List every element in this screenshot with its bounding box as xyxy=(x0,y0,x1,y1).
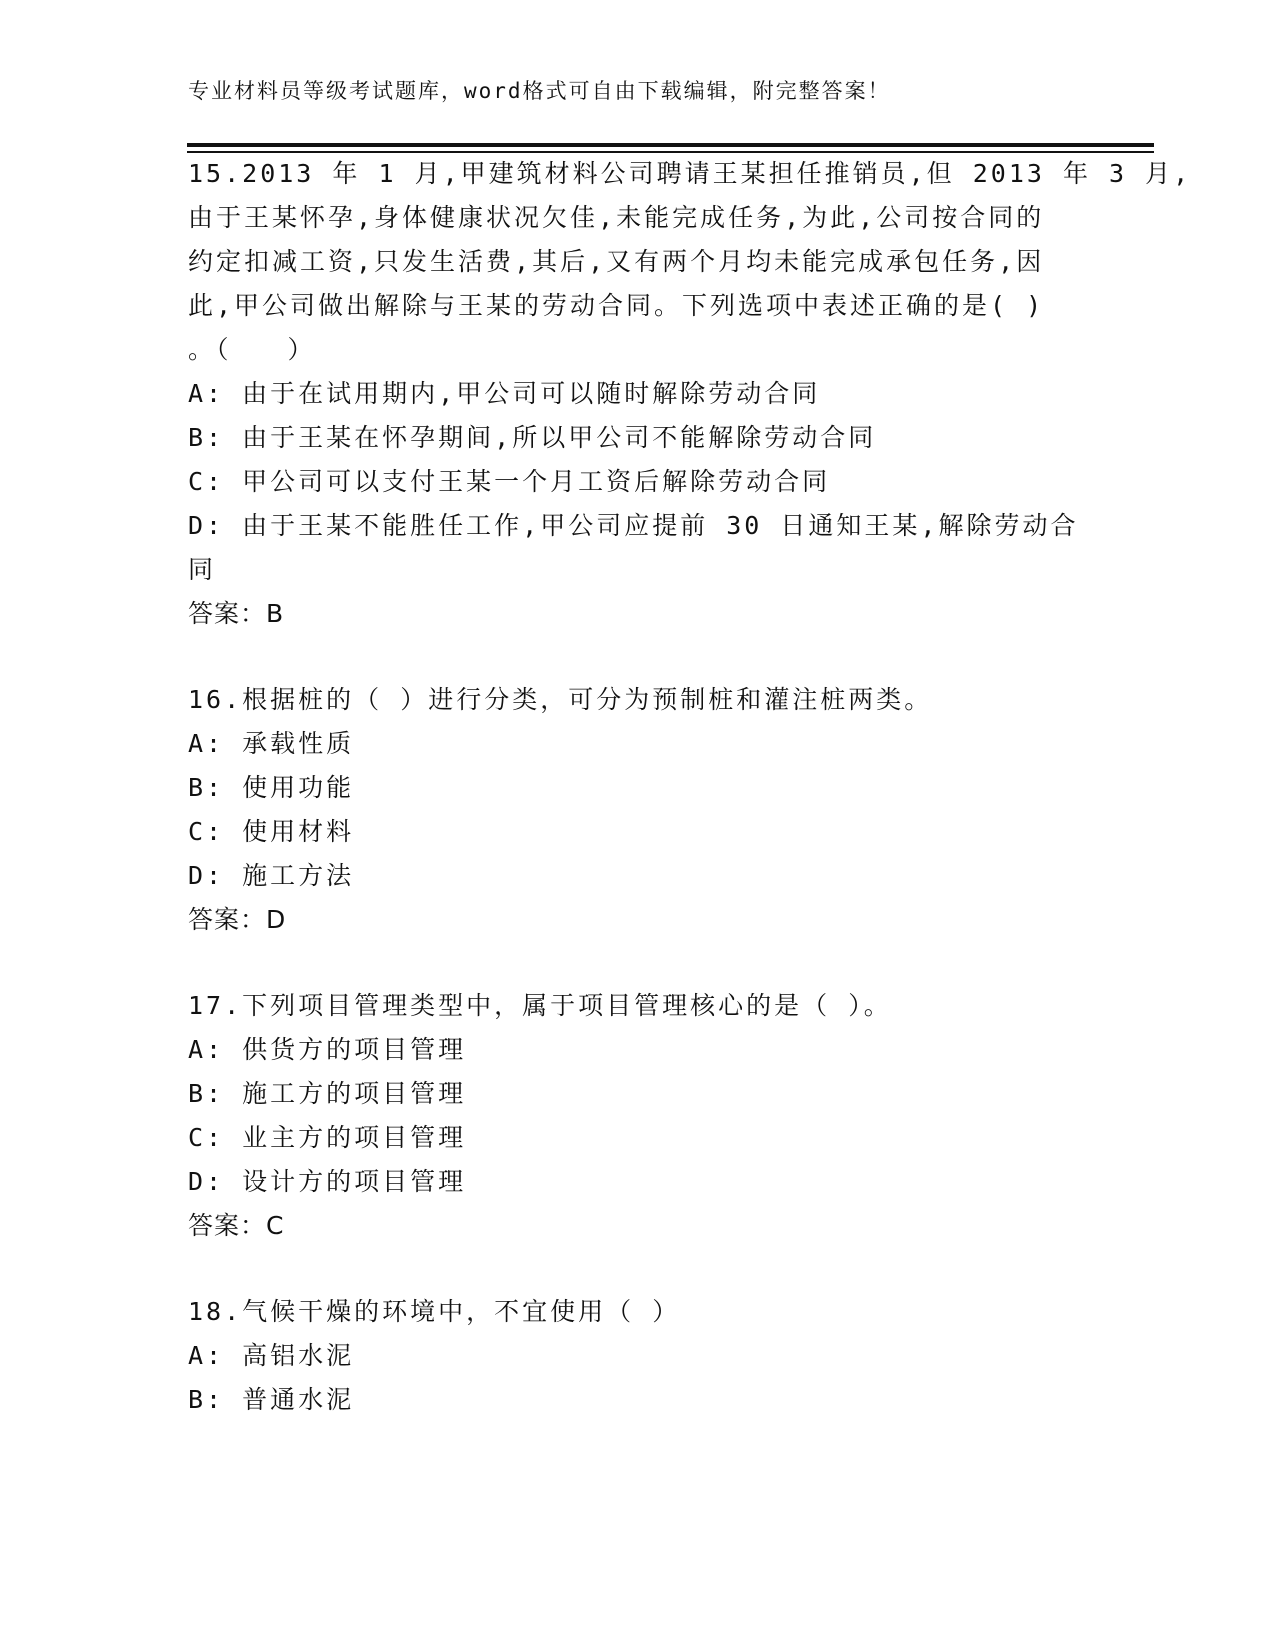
question-18-option-b: B: 普通水泥 xyxy=(188,1385,355,1414)
question-18-stem: 18.气候干燥的环境中，不宜使用（ ） xyxy=(188,1297,681,1326)
question-17-option-d: D: 设计方的项目管理 xyxy=(188,1167,467,1196)
question-17-option-c: C: 业主方的项目管理 xyxy=(188,1123,467,1152)
question-17-stem: 17.下列项目管理类型中，属于项目管理核心的是（ ）。 xyxy=(188,991,892,1020)
page-header: 专业材料员等级考试题库，word格式可自由下载编辑，附完整答案！ xyxy=(188,79,891,103)
question-15-option-a: A: 由于在试用期内,甲公司可以随时解除劳动合同 xyxy=(188,379,821,408)
question-18-option-a: A: 高铝水泥 xyxy=(188,1341,355,1370)
question-17-option-a: A: 供货方的项目管理 xyxy=(188,1035,467,1064)
question-15-stem-line: 约定扣减工资,只发生活费,其后,又有两个月均未能完成承包任务,因 xyxy=(188,247,1045,276)
question-16-answer: 答案：D xyxy=(188,905,287,934)
question-16-option-c: C: 使用材料 xyxy=(188,817,355,846)
question-15-answer: 答案：B xyxy=(188,599,285,628)
question-17-option-b: B: 施工方的项目管理 xyxy=(188,1079,467,1108)
question-17-answer: 答案：C xyxy=(188,1211,285,1240)
question-15-option-c: C: 甲公司可以支付王某一个月工资后解除劳动合同 xyxy=(188,467,831,496)
question-15-stem-line: 此,甲公司做出解除与王某的劳动合同。下列选项中表述正确的是( ) xyxy=(188,291,1045,320)
question-15-option-b: B: 由于王某在怀孕期间,所以甲公司不能解除劳动合同 xyxy=(188,423,877,452)
question-16-option-b: B: 使用功能 xyxy=(188,773,355,802)
question-16-option-a: A: 承载性质 xyxy=(188,729,355,758)
question-15-stem-line: 15.2013 年 1 月,甲建筑材料公司聘请王某担任推销员,但 2013 年 3 月, xyxy=(188,159,1192,188)
question-15-option-d: D: 由于王某不能胜任工作,甲公司应提前 30 日通知王某,解除劳动合 xyxy=(188,511,1079,540)
header-rule-thin xyxy=(187,151,1154,153)
question-15-stem-line: 由于王某怀孕,身体健康状况欠佳,未能完成任务,为此,公司按合同的 xyxy=(188,203,1045,232)
question-15-option-d-continued: 同 xyxy=(188,555,217,584)
question-16-option-d: D: 施工方法 xyxy=(188,861,355,890)
question-15-stem-line: 。（ ） xyxy=(188,335,316,364)
question-16-stem: 16.根据桩的（ ）进行分类，可分为预制桩和灌注桩两类。 xyxy=(188,685,933,714)
header-rule-thick xyxy=(187,143,1154,147)
